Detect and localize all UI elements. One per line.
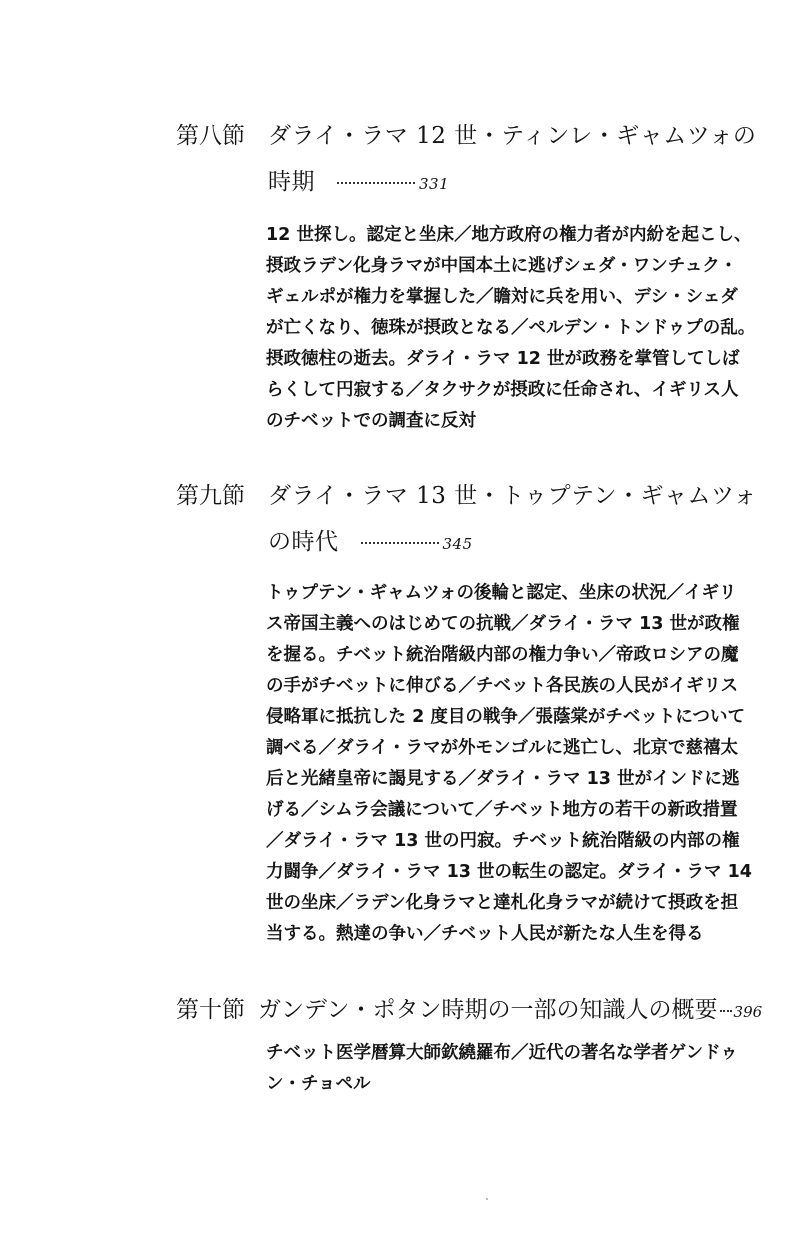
section-title-text: ガンデン・ポタン時期の一部の知識人の概要 bbox=[258, 997, 718, 1023]
desc-line: 調べる／ダライ・ラマが外モンゴルに逃亡し、北京で慈禧太 bbox=[266, 738, 738, 758]
section-title-cont bbox=[268, 524, 473, 562]
desc-line: ／ダライ・ラマ 13 世の円寂。チベット統治階級の内部の権 bbox=[266, 831, 740, 851]
desc-line: トゥプテン・ギャムツォの後輪と認定、坐床の状況／イギリ bbox=[266, 583, 737, 603]
desc-line: ギェルポが権力を掌握した／瞻対に兵を用い、デシ・シェダ bbox=[266, 287, 738, 307]
desc-line: げる／シムラ会議について／チベット地方の若干の新政措置 bbox=[266, 800, 738, 820]
section-label: 第八節 bbox=[176, 123, 245, 149]
section-title: ダライ・ラマ 12 世・ティンレ・ギャムツォの bbox=[268, 123, 757, 149]
section-description bbox=[266, 578, 776, 950]
desc-line: 力闘争／ダライ・ラマ 13 世の転生の認定。ダライ・ラマ 14 bbox=[266, 862, 752, 882]
leader-dots bbox=[337, 182, 415, 184]
desc-line: が亡くなり、徳珠が摂政となる／ペルデン・トンドゥプの乱。 bbox=[266, 318, 756, 338]
section-label: 第九節 bbox=[176, 483, 245, 509]
desc-line: を握る。チベット統治階級内部の権力争い／帝政ロシアの魔 bbox=[266, 645, 739, 665]
desc-line: の手がチベットに伸びる／チベット各民族の人民がイギリス bbox=[266, 676, 739, 696]
section-title-line2: 時期 bbox=[268, 169, 315, 195]
desc-line: ン・チョペル bbox=[266, 1074, 371, 1094]
page-number: 331 bbox=[419, 175, 450, 193]
leader-dots bbox=[361, 542, 439, 544]
section-title: ダライ・ラマ 13 世・トゥプテン・ギャムツォ bbox=[268, 483, 758, 509]
desc-line: 世の坐床／ラデン化身ラマと達札化身ラマが続けて摂政を担 bbox=[266, 893, 739, 913]
desc-line: 摂政徳柱の逝去。ダライ・ラマ 12 世が政務を掌管してしば bbox=[266, 349, 740, 369]
section-label: 第十節 bbox=[176, 997, 245, 1023]
paper-speck bbox=[486, 1198, 488, 1200]
desc-line: らくして円寂する／タクサクが摂政に任命され、イギリス人 bbox=[266, 380, 739, 400]
desc-line: 后と光緒皇帝に謁見する／ダライ・ラマ 13 世がインドに逃 bbox=[266, 769, 740, 789]
page-number: 345 bbox=[442, 535, 473, 553]
desc-line: ス帝国主義へのはじめての抗戦／ダライ・ラマ 13 世が政権 bbox=[266, 614, 740, 634]
desc-line: 摂政ラデン化身ラマが中国本土に逃げシェダ・ワンチュク・ bbox=[266, 256, 738, 276]
desc-line: のチベットでの調査に反対 bbox=[266, 411, 476, 431]
section-description bbox=[266, 220, 776, 437]
section-description bbox=[266, 1038, 776, 1100]
desc-line: 侵略軍に抵抗した 2 度目の戦争／張蔭棠がチベットについて bbox=[266, 707, 746, 727]
page-number: 396 bbox=[733, 1003, 763, 1021]
section-title-line2: の時代 bbox=[268, 529, 339, 555]
section-title bbox=[258, 992, 762, 1030]
section-title-cont bbox=[268, 164, 449, 202]
leader-dots bbox=[720, 1010, 732, 1012]
desc-line: チベット医学暦算大師欽繞羅布／近代の著名な学者ゲンドゥ bbox=[266, 1043, 738, 1063]
desc-line: 当する。熱達の争い／チベット人民が新たな人生を得る bbox=[266, 924, 704, 944]
desc-line: 12 世探し。認定と坐床／地方政府の権力者が内紛を起こし、 bbox=[266, 225, 752, 245]
